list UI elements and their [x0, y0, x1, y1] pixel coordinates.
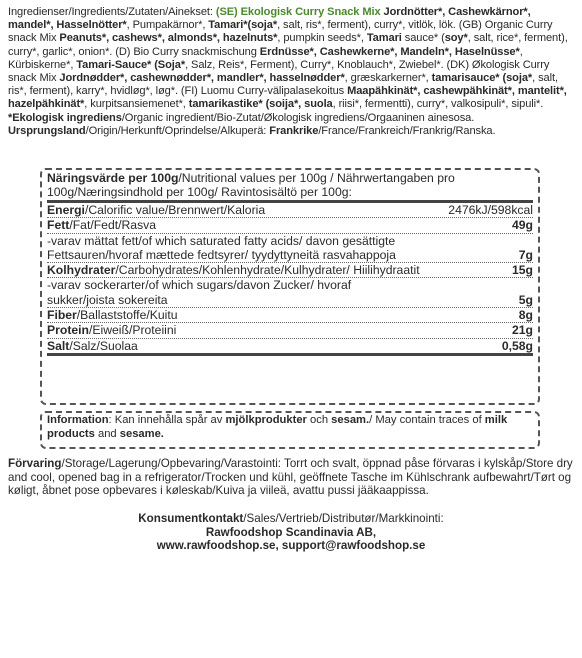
information-text: [47, 414, 527, 441]
info-text-4: and: [94, 427, 120, 440]
contact-web: [0, 539, 582, 553]
row-value: 5g: [518, 292, 533, 307]
nutrition-header-bold: Näringsvärde per 100g: [47, 171, 179, 185]
nutrition-table: [47, 171, 533, 356]
row-label-bold: Kolhydrater: [47, 263, 116, 278]
info-text-2: och: [306, 414, 332, 426]
nutrition-row-energy: [47, 203, 533, 218]
ingredients-text: [8, 6, 576, 138]
gb-allergens-3: Tamari: [366, 32, 402, 45]
nutrition-header: [47, 171, 533, 203]
info-allergen-milk-en: milk products: [47, 414, 508, 440]
organic-note-bold: *Ekologisk ingrediens: [8, 111, 122, 124]
origin-text: /Origin/Herkunft/Oprindelse/Alkuperä:: [85, 124, 270, 137]
contact-label-rest: /Sales/Vertrieb/Distributør/Markkinointi:: [243, 512, 444, 525]
se-text-3: , Pumpakärnor*,: [126, 19, 209, 32]
row-label: -varav sockerarter/of which sugars/davon Zucker/ hvoraf sukker/joista sokereita: [47, 278, 352, 307]
se-allergens-2: , Cashewkärnor*, mandel*, Hasselnötter*: [8, 6, 531, 32]
info-allergen-sesame-sv: sesam.: [331, 414, 370, 426]
row-label: /Eiweiß/Proteiini: [88, 323, 177, 338]
gb-text-4: sauce* (: [401, 32, 445, 45]
dk-allergens-1: Jordnødder*, cashewnødder*, mandler*, hasselnødder*: [59, 72, 345, 85]
nutrition-row-saturated-fat: [47, 234, 533, 264]
origin-country-rest: /France/Frankreich/Frankrig/Ranska.: [318, 124, 496, 137]
gb-allergens-5: soy*: [444, 32, 468, 45]
row-value: 49g: [511, 218, 533, 233]
nutrition-row-sugars: [47, 278, 533, 308]
storage-text: [8, 457, 576, 498]
info-text-1: : Kan innehålla spår av: [108, 414, 226, 426]
consumer-contact: [0, 512, 582, 553]
nutrition-row-salt: [47, 339, 533, 356]
gb-text-2: , pumpkin seeds*,: [277, 32, 367, 45]
fi-allergens-3: tamarikastike* (soija*, suola: [188, 98, 333, 111]
row-value: 8g: [518, 308, 533, 323]
row-value: 15g: [511, 263, 533, 278]
contact-website-email: www.rawfoodshop.se, support@rawfoodshop.se: [156, 539, 426, 553]
origin-label: Ursprungsland: [8, 124, 86, 137]
info-text-3: / May contain traces of: [369, 414, 485, 426]
contact-company: [0, 526, 582, 540]
contact-label: Konsumentkontakt: [138, 512, 244, 525]
row-label-bold: Fett: [47, 218, 70, 233]
fi-text-2: , kurpitsansiemenet*,: [84, 98, 189, 111]
d-text-4: , Salz, Reis*, Ferment), Curry*, Knoblauch*, Zwiebel*. (DK) Økologisk Curry snack Mix: [8, 58, 550, 85]
d-allergens-3: Tamari-Sauce* (Soja*: [76, 58, 186, 71]
row-label-bold: Protein: [47, 323, 89, 338]
info-allergen-milk-sv: mjölkprodukter: [225, 414, 307, 426]
row-value: 7g: [518, 247, 533, 262]
fi-text-4: , riisi*, fermentti), curry*, valkosipuli*, sipuli*.: [332, 98, 544, 111]
row-label: /Fat/Fedt/Rasva: [69, 218, 157, 233]
row-value: 2476kJ/598kcal: [448, 203, 533, 217]
se-product-name: (SE) Ekologisk Curry Snack Mix: [215, 6, 381, 18]
dk-text-4: , salt, ris*, ferment), karry*, hvidløg*, løg*. (FI) Luomu Curry-välipalasekoitus: [8, 72, 558, 98]
nutrition-row-fiber: [47, 308, 533, 323]
row-label: /Carbohydrates/Kohlenhydrate/Kulhydrater/ Hiilihydraatit: [115, 263, 420, 278]
nutrition-row-carbohydrates: [47, 263, 533, 278]
row-label: /Calorific value/Brennwert/Kaloria: [84, 203, 266, 217]
nutrition-row-fat: [47, 218, 533, 233]
gb-text-6: , salt, rice*, ferment), curry*, garlic*, onion*. (D) Bio Curry snackmischung: [8, 32, 568, 58]
origin-country: Frankrike: [269, 124, 319, 137]
dk-text-2: , græskarkerner*,: [344, 72, 432, 85]
se-allergens-4: Tamari*(soja*: [208, 19, 278, 32]
info-allergen-sesame-en: sesame.: [119, 427, 164, 440]
d-text-2: , Kürbiskerne*,: [8, 45, 523, 71]
nutrition-row-protein: [47, 323, 533, 338]
row-value: 21g: [511, 323, 533, 338]
row-label: /Ballaststoffe/Kuitu: [76, 308, 178, 323]
se-text-5: , salt, ris*, ferment), curry*, vitlök, lök. (GB) Organic Curry snack Mix: [8, 19, 553, 45]
row-label-bold: Energi: [47, 203, 85, 217]
row-label: /Salz/Suolaa: [69, 338, 138, 353]
contact-heading: [0, 512, 582, 526]
ingredients-lead: Ingredienser/Ingredients/Zutaten/Ainekset:: [8, 6, 216, 18]
row-label-bold: Fiber: [47, 308, 77, 323]
gb-allergens-1: Peanuts*, cashews*, almonds*, hazelnuts*: [59, 32, 278, 45]
storage-label: Förvaring: [8, 457, 62, 470]
organic-note: /Organic ingredient/Bio-Zutat/Økologisk ingrediens/Orgaaninen ainesosa.: [121, 111, 475, 124]
row-label: -varav mättat fett/of which saturated fatty acids/ davon gesättigte Fettsauren/hvoraf mættede fedtsyrer/ tyydyttyneitä rasvahappoja: [47, 233, 396, 262]
row-label-bold: Salt: [47, 338, 70, 353]
company-name: Rawfoodshop Scandinavia AB,: [205, 525, 377, 539]
row-value: 0,58g: [501, 338, 533, 353]
storage-instructions: /Storage/Lagerung/Opbevaring/Varastointi: Torrt och svalt, öppnad påse förvaras i kylskåp/Store dry and cool, opened bag in a refrigerator/Trocken und kühl, geöffnete Tasche im Kühlschrank aufbewahrt/Tørt og køligt, åbnet pose opbevares i køleskab/Kuiva ja viileä, avattu pussi jääkaappissa.: [8, 457, 573, 498]
d-allergens-1: Erdnüsse*, Cashewkerne*, Mandeln*, Haselnüsse*: [259, 45, 520, 58]
se-allergens-1: Jordnötter*: [380, 6, 443, 18]
dk-allergens-3: tamarisauce* (soja*: [431, 72, 533, 85]
fi-allergens-1: Maapähkinät*, cashewpähkinät*, mantelit*, hazelpähkinät*: [8, 85, 567, 111]
nutrition-header-text: /Nutritional values per 100g / Nährwertangaben pro 100g/Næringsindhold per 100g/ Ravintosisältö per 100g:: [47, 171, 455, 199]
info-label: Information: [47, 414, 109, 426]
